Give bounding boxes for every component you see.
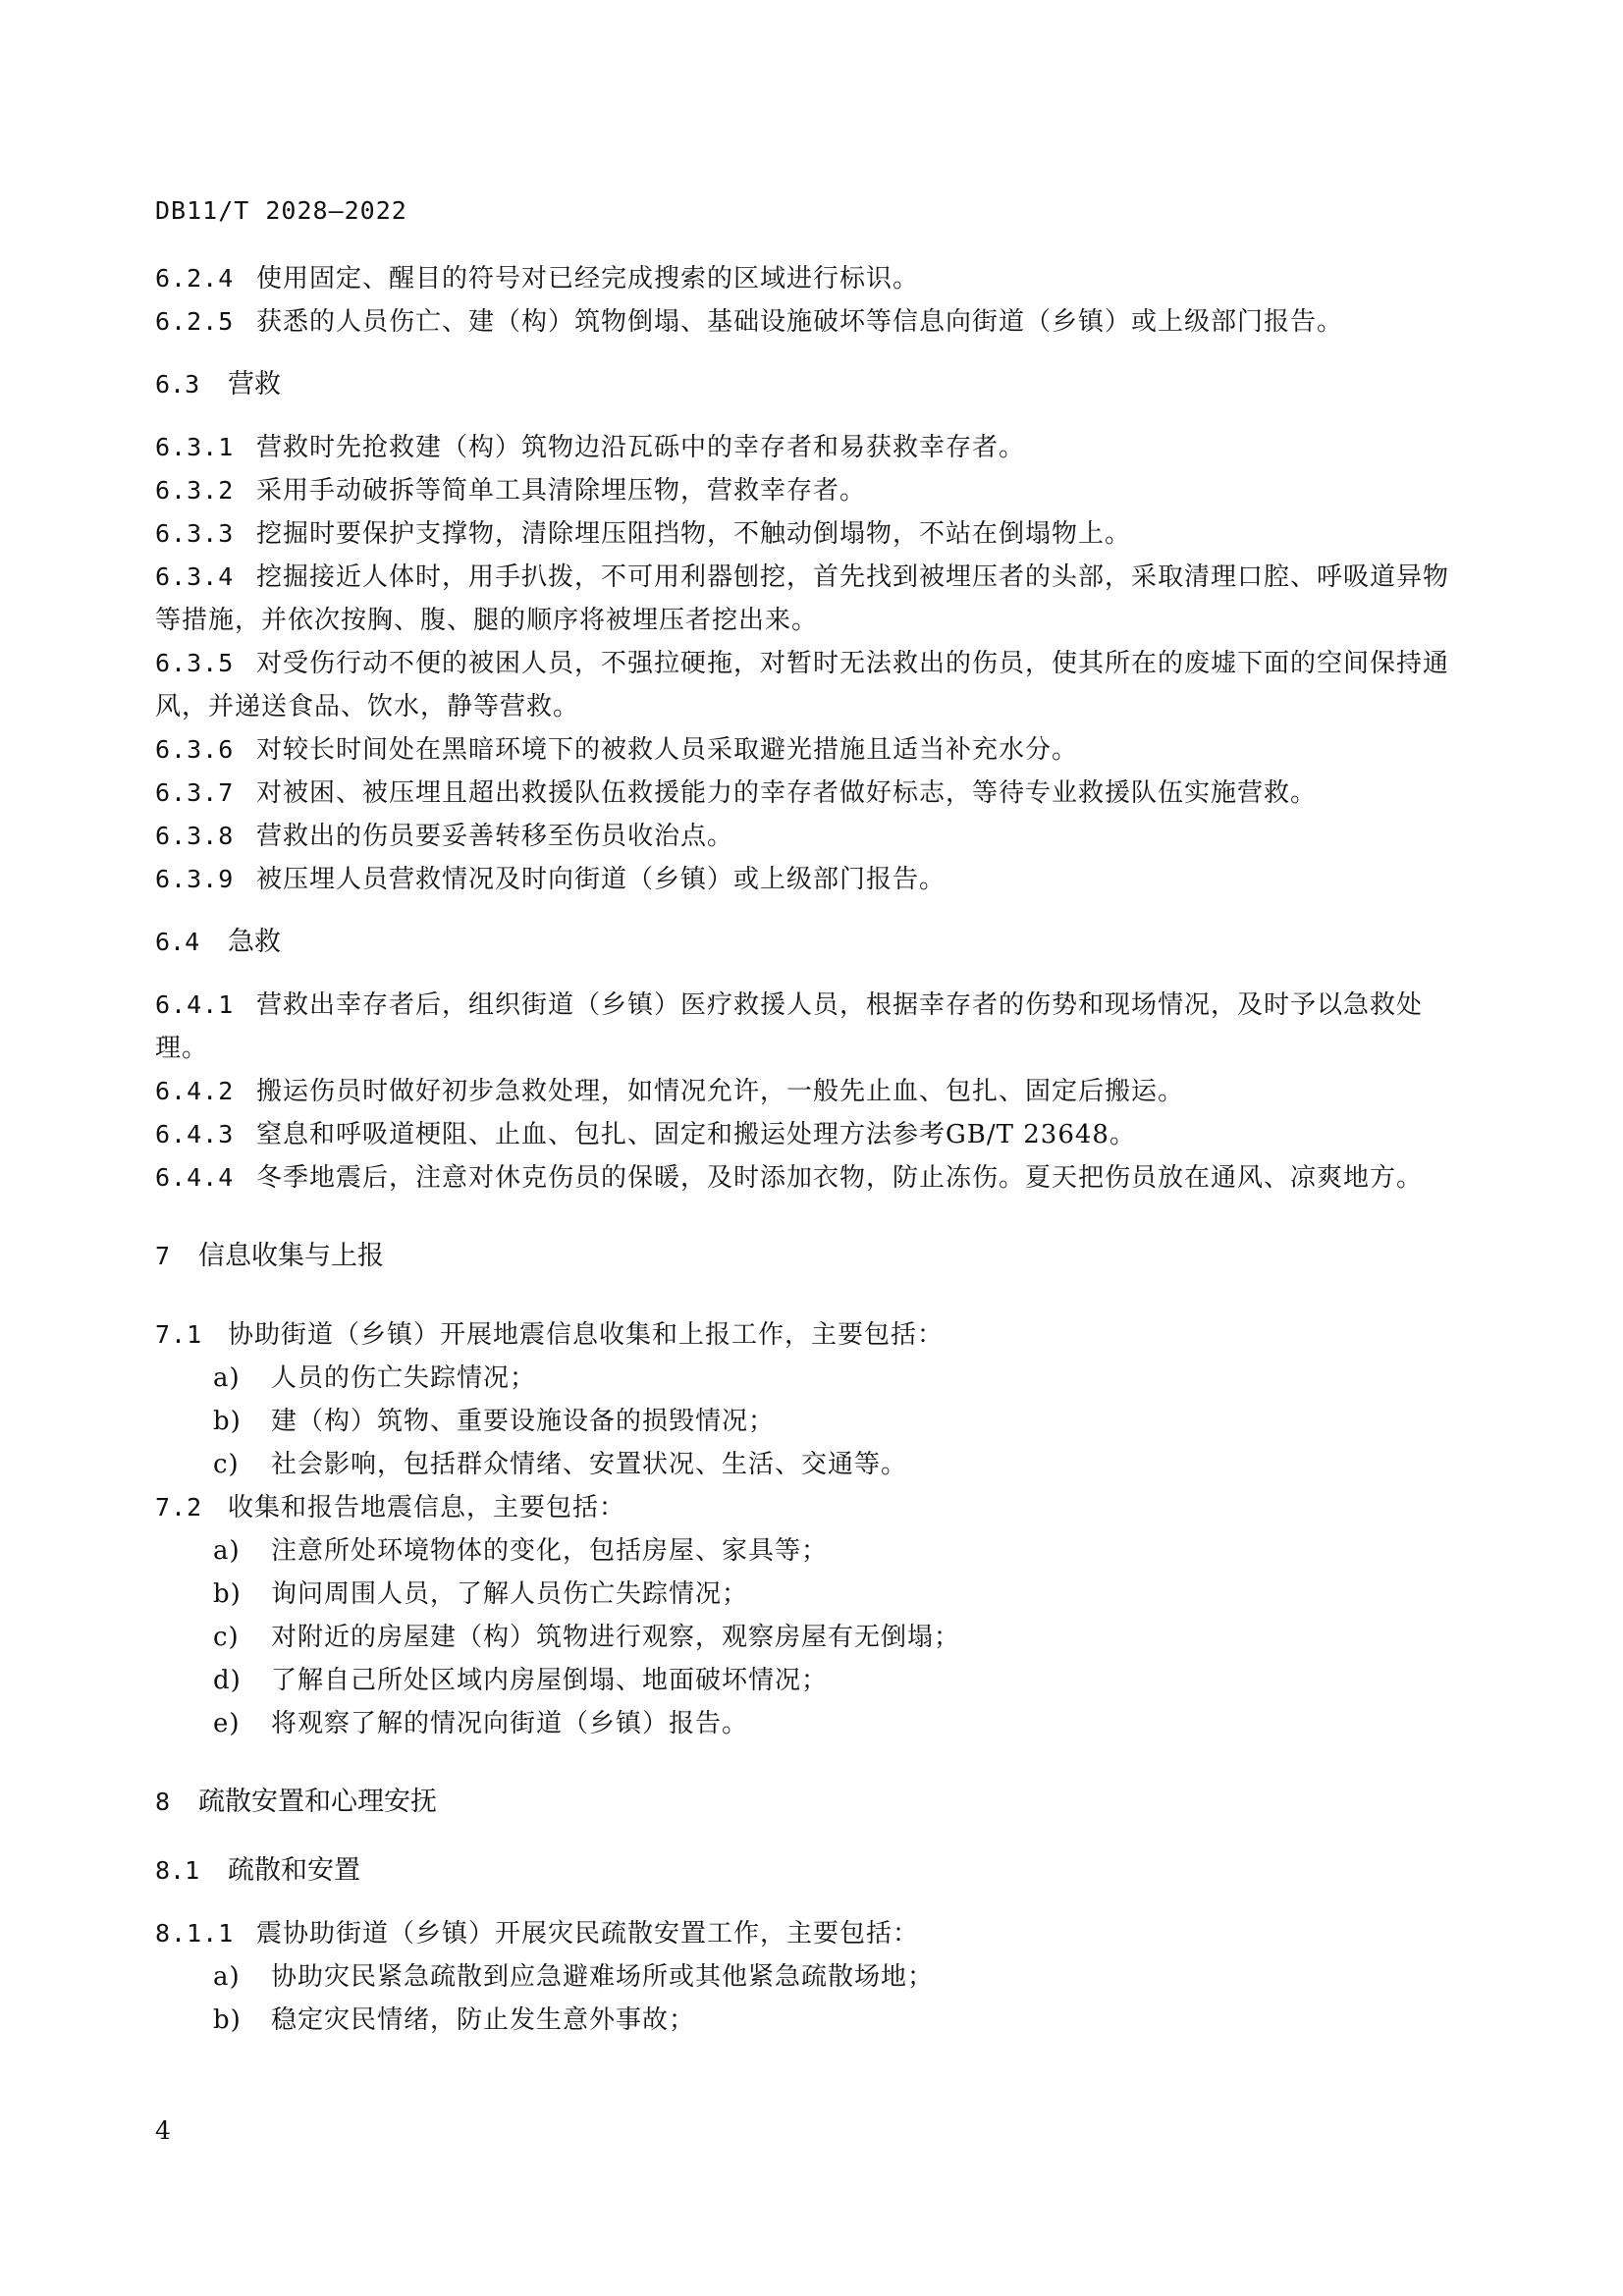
section-title: 急救	[228, 927, 281, 957]
clause-text: 窒息和呼吸道梗阻、止血、包扎、固定和搬运处理方法参考GB/T 23648。	[256, 1120, 1136, 1149]
clause-number: 6.4.1	[155, 990, 235, 1019]
clause-number: 8.1.1	[155, 1919, 235, 1948]
list-item	[213, 1955, 1449, 1999]
list-text: 人员的伤亡失踪情况；	[271, 1363, 537, 1393]
clause-number: 6.4.4	[155, 1163, 235, 1192]
clause-text: 收集和报告地震信息，主要包括：	[228, 1493, 626, 1522]
clause-text: 采用手动破拆等简单工具清除埋压物，营救幸存者。	[256, 476, 867, 506]
list-label: a)	[213, 1962, 241, 1992]
clause-6-3-2	[155, 469, 1449, 512]
clause-number: 6.2.5	[155, 307, 235, 336]
page-content	[155, 257, 1449, 2042]
chapter-number: 7	[155, 1242, 171, 1270]
list-item	[213, 1443, 1449, 1486]
clause-6-3-8	[155, 815, 1449, 858]
list-text: 社会影响，包括群众情绪、安置状况、生活、交通等。	[271, 1450, 908, 1479]
clause-6-4-2	[155, 1070, 1449, 1113]
clause-number: 6.3.8	[155, 822, 235, 850]
clause-number: 6.3.4	[155, 562, 235, 591]
list-text: 询问周围人员，了解人员伤亡失踪情况；	[271, 1579, 749, 1609]
clause-text: 冬季地震后，注意对休克伤员的保暖，及时添加衣物，防止冻伤。夏天把伤员放在通风、凉爽地方。	[256, 1163, 1424, 1193]
section-number: 6.3	[155, 370, 200, 399]
clause-text: 营救出幸存者后，组织街道（乡镇）医疗救援人员，根据幸存者的伤势和现场情况，及时予以急救处理。	[155, 990, 1424, 1063]
list-text: 了解自己所处区域内房屋倒塌、地面破坏情况；	[271, 1666, 829, 1695]
clause-6-3-1	[155, 426, 1449, 469]
chapter-heading-7	[155, 1235, 1449, 1278]
clause-number: 6.3.1	[155, 433, 235, 461]
section-number: 8.1	[155, 1856, 200, 1885]
list-item	[213, 1529, 1449, 1573]
list-item	[213, 1400, 1449, 1443]
clause-6-2-5	[155, 300, 1449, 344]
list-item	[213, 1616, 1449, 1659]
list-item	[213, 1357, 1449, 1400]
list-label: b)	[213, 2005, 242, 2035]
list-text: 协助灾民紧急疏散到应急避难场所或其他紧急疏散场地；	[271, 1962, 935, 1992]
clause-text: 震协助街道（乡镇）开展灾民疏散安置工作，主要包括：	[256, 1919, 920, 1949]
clause-number: 6.4.3	[155, 1120, 235, 1148]
list-label: b)	[213, 1579, 242, 1609]
clause-6-4-3	[155, 1113, 1449, 1156]
list-label: b)	[213, 1407, 242, 1436]
section-heading-6-3	[155, 363, 1449, 406]
clause-7-1	[155, 1313, 1449, 1357]
list-label: d)	[213, 1666, 242, 1695]
list-text: 稳定灾民情绪，防止发生意外事故；	[271, 2005, 696, 2035]
clause-6-3-6	[155, 728, 1449, 772]
clause-text: 对被困、被压埋且超出救援队伍救援能力的幸存者做好标志，等待专业救援队伍实施营救。	[256, 778, 1318, 808]
list-text: 注意所处环境物体的变化，包括房屋、家具等；	[271, 1536, 829, 1566]
clause-text: 挖掘接近人体时，用手扒拨，不可用利器刨挖，首先找到被埋压者的头部，采取清理口腔、呼吸道异物等措施，并依次按胸、腹、腿的顺序将被埋压者挖出来。	[155, 562, 1450, 635]
section-number: 6.4	[155, 928, 200, 956]
section-title: 营救	[228, 369, 281, 400]
section-title: 疏散和安置	[228, 1855, 360, 1886]
clause-6-3-5	[155, 642, 1449, 728]
clause-number: 6.3.3	[155, 519, 235, 548]
clause-6-3-4	[155, 556, 1449, 642]
list-label: e)	[213, 1709, 241, 1738]
clause-text: 被压埋人员营救情况及时向街道（乡镇）或上级部门报告。	[256, 865, 947, 894]
clause-number: 6.3.9	[155, 865, 235, 893]
clause-text: 营救出的伤员要妥善转移至伤员收治点。	[256, 822, 734, 851]
clause-text: 使用固定、醒目的符号对已经完成搜索的区域进行标识。	[256, 264, 920, 294]
chapter-title: 信息收集与上报	[198, 1241, 384, 1271]
clause-6-3-3	[155, 512, 1449, 556]
page-number: 4	[155, 2116, 171, 2145]
clause-number: 6.4.2	[155, 1077, 235, 1105]
chapter-heading-8	[155, 1781, 1449, 1824]
chapter-number: 8	[155, 1788, 171, 1816]
list-item	[213, 1573, 1449, 1616]
clause-8-1-1	[155, 1912, 1449, 1955]
list-item	[213, 1999, 1449, 2042]
clause-number: 6.3.6	[155, 735, 235, 764]
list-text: 建（构）筑物、重要设施设备的损毁情况；	[271, 1407, 776, 1436]
clause-6-4-1	[155, 984, 1449, 1070]
list-item	[213, 1659, 1449, 1702]
clause-text: 营救时先抢救建（构）筑物边沿瓦砾中的幸存者和易获救幸存者。	[256, 433, 1026, 462]
clause-number: 6.2.4	[155, 264, 235, 293]
list-text: 将观察了解的情况向街道（乡镇）报告。	[271, 1709, 749, 1738]
clause-6-4-4	[155, 1156, 1449, 1200]
clause-6-3-9	[155, 858, 1449, 901]
clause-text: 搬运伤员时做好初步急救处理，如情况允许，一般先止血、包扎、固定后搬运。	[256, 1077, 1185, 1106]
list-text: 对附近的房屋建（构）筑物进行观察，观察房屋有无倒塌；	[271, 1623, 961, 1652]
section-heading-6-4	[155, 921, 1449, 964]
clause-text: 协助街道（乡镇）开展地震信息收集和上报工作，主要包括：	[228, 1320, 945, 1350]
clause-text: 对受伤行动不便的被困人员，不强拉硬拖，对暂时无法救出的伤员，使其所在的废墟下面的空间保持通风，并递送食品、饮水，静等营救。	[155, 649, 1450, 721]
clause-text: 获悉的人员伤亡、建（构）筑物倒塌、基础设施破坏等信息向街道（乡镇）或上级部门报告。	[256, 307, 1344, 337]
clause-number: 6.3.7	[155, 778, 235, 807]
list-label: c)	[213, 1623, 240, 1652]
clause-text: 对较长时间处在黑暗环境下的被救人员采取避光措施且适当补充水分。	[256, 735, 1079, 765]
clause-7-2	[155, 1486, 1449, 1529]
clause-6-2-4	[155, 257, 1449, 300]
list-label: a)	[213, 1536, 241, 1566]
clause-text: 挖掘时要保护支撑物，清除埋压阻挡物，不触动倒塌物，不站在倒塌物上。	[256, 519, 1132, 549]
clause-6-3-7	[155, 772, 1449, 815]
standard-code: DB11/T 2028—2022	[155, 196, 407, 225]
section-heading-8-1	[155, 1849, 1449, 1893]
list-item	[213, 1702, 1449, 1745]
list-label: c)	[213, 1450, 240, 1479]
clause-number: 6.3.5	[155, 649, 235, 677]
clause-number: 7.1	[155, 1320, 203, 1349]
clause-number: 7.2	[155, 1493, 203, 1522]
chapter-title: 疏散安置和心理安抚	[198, 1787, 437, 1817]
list-label: a)	[213, 1363, 241, 1393]
clause-number: 6.3.2	[155, 476, 235, 505]
